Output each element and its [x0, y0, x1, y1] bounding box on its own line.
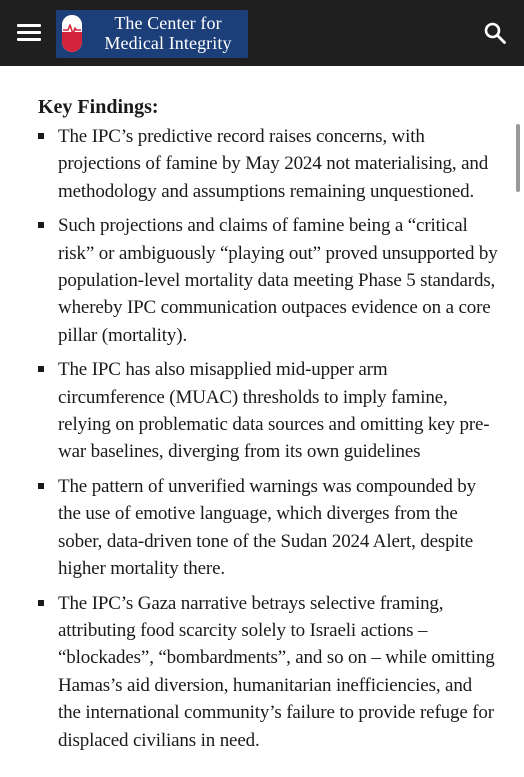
scrollbar-thumb[interactable]: [516, 124, 520, 192]
finding-text: Such projections and claims of famine being a “critical risk” or ambiguously “playing out” proved unsupported by population-level mortality data meeting Phase 5 standards, whereby IPC communication outpaces evidence on a core pillar (mortality).: [58, 215, 498, 346]
key-findings-list: [0, 123, 524, 761]
finding-text: The IPC’s Gaza narrative betrays selective framing, attributing food scarcity solely to Israeli actions – “blockades”, “bombardments”, and so on – while omitting Hamas’s aid diversion, humanitarian inefficiencies, and the international community’s failure to provide refuge for displaced civilians in need.: [58, 592, 495, 751]
logo-text: [90, 13, 246, 53]
logo-line-1: The Center for: [114, 13, 222, 33]
bullet-icon: [38, 483, 44, 489]
search-icon[interactable]: [483, 21, 507, 45]
list-item: [0, 212, 498, 349]
bullet-icon: [38, 600, 44, 606]
section-heading: Key Findings:: [38, 95, 159, 118]
list-item: [0, 356, 498, 466]
finding-text: The IPC’s predictive record raises concerns, with projections of famine by May 2024 not materialising, and methodology and assumptions remaining unquestioned.: [58, 126, 489, 202]
finding-text: The pattern of unverified warnings was compounded by the use of emotive language, which diverges from the sober, data-driven tone of the Sudan 2024 Alert, despite higher mortality there.: [58, 475, 476, 580]
site-logo[interactable]: [56, 10, 248, 58]
pill-heartbeat-icon: [62, 15, 82, 52]
finding-text: The IPC has also misapplied mid-upper arm circumference (MUAC) thresholds to imply famine, relying on problematic data sources and omitting key pre-war baselines, diverging from its own guidelines: [58, 359, 490, 463]
list-item: [0, 590, 498, 754]
list-item: [0, 473, 498, 583]
bullet-icon: [38, 222, 44, 228]
bullet-icon: [38, 366, 44, 372]
top-app-bar: [0, 0, 524, 66]
hamburger-menu-icon[interactable]: [17, 24, 41, 42]
logo-line-2: Medical Integrity: [104, 33, 232, 53]
bullet-icon: [38, 133, 44, 139]
list-item: [0, 123, 498, 205]
